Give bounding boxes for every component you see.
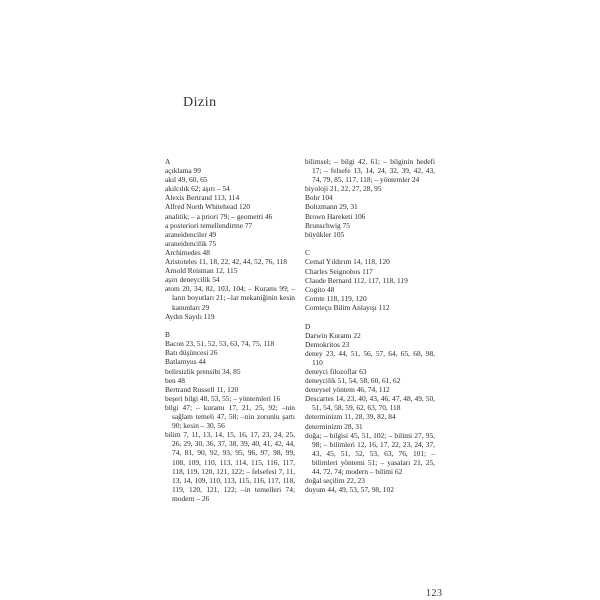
section-letter: A xyxy=(165,157,171,166)
index-entry: Archimedes 48 xyxy=(165,247,210,257)
index-entry: deneycilik 51, 54, 58, 60, 61, 62 xyxy=(305,376,401,386)
index-entry: Comteçu Bilim Anlayışı 112 xyxy=(305,302,390,312)
index-entry: Demokritos 23 xyxy=(305,339,350,349)
index-section-a xyxy=(165,157,295,321)
index-entry: bilimsel; – bilgi 42, 61; – bilginin hedefi 17; – felsefe 13, 14, 24, 32, 39, 42, 43, 74, 79, 85, 117, 118; – yöntemler 24 xyxy=(305,157,435,185)
index-entry: Darwin Kuramı 22 xyxy=(305,330,361,340)
index-entry: duyum 44, 49, 53, 57, 98, 102 xyxy=(305,485,394,495)
index-entry: Boltzmann 29, 31 xyxy=(305,202,358,212)
index-entry: bilim 7, 11, 13, 14, 15, 16, 17, 23, 24, 25, 26, 29, 30, 36, 37, 38, 39, 40, 41, 42, 44, 74, 81, 90, 92, 93, 95, 96, 97, 98, 99, 108, 109, 110, 113, 114, 115, 116, 117, 118, 119, 120, 121, 122; – felsefesi 7, 11, 13, 14, 109, 110, 113, 115, 116, 117, 118, 119, 120, 121, 122; –in temelleri 74; modern – 26 xyxy=(165,430,295,503)
section-letter: D xyxy=(305,321,311,331)
index-entry: biyoloji 21, 22, 27, 28, 95 xyxy=(305,184,382,194)
index-entry: aşırı deneycilik 54 xyxy=(165,275,220,285)
index-section-b xyxy=(165,330,295,503)
index-entry: Charles Seignobos 117 xyxy=(305,266,373,276)
page-number: 123 xyxy=(426,588,443,599)
index-entry: Cemal Yıldırım 14, 118, 120 xyxy=(305,257,390,267)
index-entry: Brunschwig 75 xyxy=(305,220,350,230)
index-section-d xyxy=(305,322,435,495)
index-entry: Brown Hareketi 106 xyxy=(305,211,366,221)
index-entry: belirsizlik prensibi 34, 85 xyxy=(165,366,241,376)
index-entry: araneidenciler 49 xyxy=(165,229,217,239)
index-entry: atom 20, 34, 82, 103, 104; – Kuramı 99; –ların boyutları 21; –lar mekaniğinin kesin kanunları 29 xyxy=(165,284,295,312)
index-entry: akıl 49, 60, 65 xyxy=(165,175,208,185)
index-entry: Alfred North Whitehead 120 xyxy=(165,202,251,212)
index-right-column xyxy=(305,157,435,504)
index-entry: Arnold Reisman 12, 115 xyxy=(165,266,238,276)
index-entry: deneyci filozoflar 63 xyxy=(305,366,367,376)
index-entry: beşeri bilgi 48, 53, 55; – yöntemleri 16 xyxy=(165,393,281,403)
index-left-column xyxy=(165,157,295,512)
index-entry: deney 23, 44, 51, 56, 57, 64, 65, 68, 98, 110 xyxy=(305,348,435,367)
index-entry: Descartes 14, 23, 40, 43, 46, 47, 48, 49, 50, 51, 54, 58, 59, 62, 63, 70, 118 xyxy=(305,394,435,413)
index-entry: determinizm 28, 31 xyxy=(305,421,363,431)
index-entry: Bacon 23, 51, 52, 53, 63, 74, 75, 118 xyxy=(165,339,275,349)
index-entry: Batlamyus 44 xyxy=(165,357,206,367)
index-section-c xyxy=(305,248,435,312)
index-entry: analitik; – a priori 79; – geometri 46 xyxy=(165,211,273,221)
index-entry: a posteriori temellendirme 77 xyxy=(165,220,253,230)
section-letter: B xyxy=(165,330,170,340)
section-letter: C xyxy=(305,248,310,258)
index-entry: Aristoteles 11, 18, 22, 42, 44, 52, 76, 118 xyxy=(165,257,288,267)
index-entry: açıklama 99 xyxy=(165,166,201,176)
index-entry: Bohr 104 xyxy=(305,193,333,203)
index-entry: Comte 118, 119, 120 xyxy=(305,293,367,303)
index-entry: bilgi 47; – kuramı 17, 21, 25, 92; –nin sağlam temeli 47, 58; –nin zorunlu şartı 90; kesin – 30, 56 xyxy=(165,402,295,431)
index-entry: ben 48 xyxy=(165,375,185,385)
index-entry: determinizm 11, 28, 39, 82, 84 xyxy=(305,412,396,422)
index-entry: Claude Bernard 112, 117, 118, 119 xyxy=(305,275,408,285)
index-title: Dizin xyxy=(183,95,217,110)
index-entry: Aydın Sayılı 119 xyxy=(165,311,215,321)
index-entry: doğal seçilim 22, 23 xyxy=(305,476,365,486)
index-entry: akılcılık 62; aşırı – 54 xyxy=(165,184,230,194)
index-entry: Bertrand Russell 11, 120 xyxy=(165,384,239,394)
index-entry: doğa; – bilgisi 45, 51, 102; – bilimi 27, 95, 98; – bilimleri 12, 16, 17, 22, 23, 24, 37, 43, 45, 51, 52, 53, 63, 76, 101; – bilimleri yöntemi 51; – yasaları 21, 25, 44, 72, 74; modern – bilimi 62 xyxy=(305,430,435,476)
index-entry: Cogito 48 xyxy=(305,284,335,294)
index-entry: büyükler 105 xyxy=(305,229,345,239)
index-entry: deneysel yöntem 46, 74, 112 xyxy=(305,385,390,395)
index-entry: Alexis Bertrand 113, 114 xyxy=(165,193,240,203)
index-section-b-continued xyxy=(305,157,435,239)
index-entry: araneidencilik 75 xyxy=(165,238,217,248)
index-entry: Batı düşüncesi 26 xyxy=(165,348,218,358)
